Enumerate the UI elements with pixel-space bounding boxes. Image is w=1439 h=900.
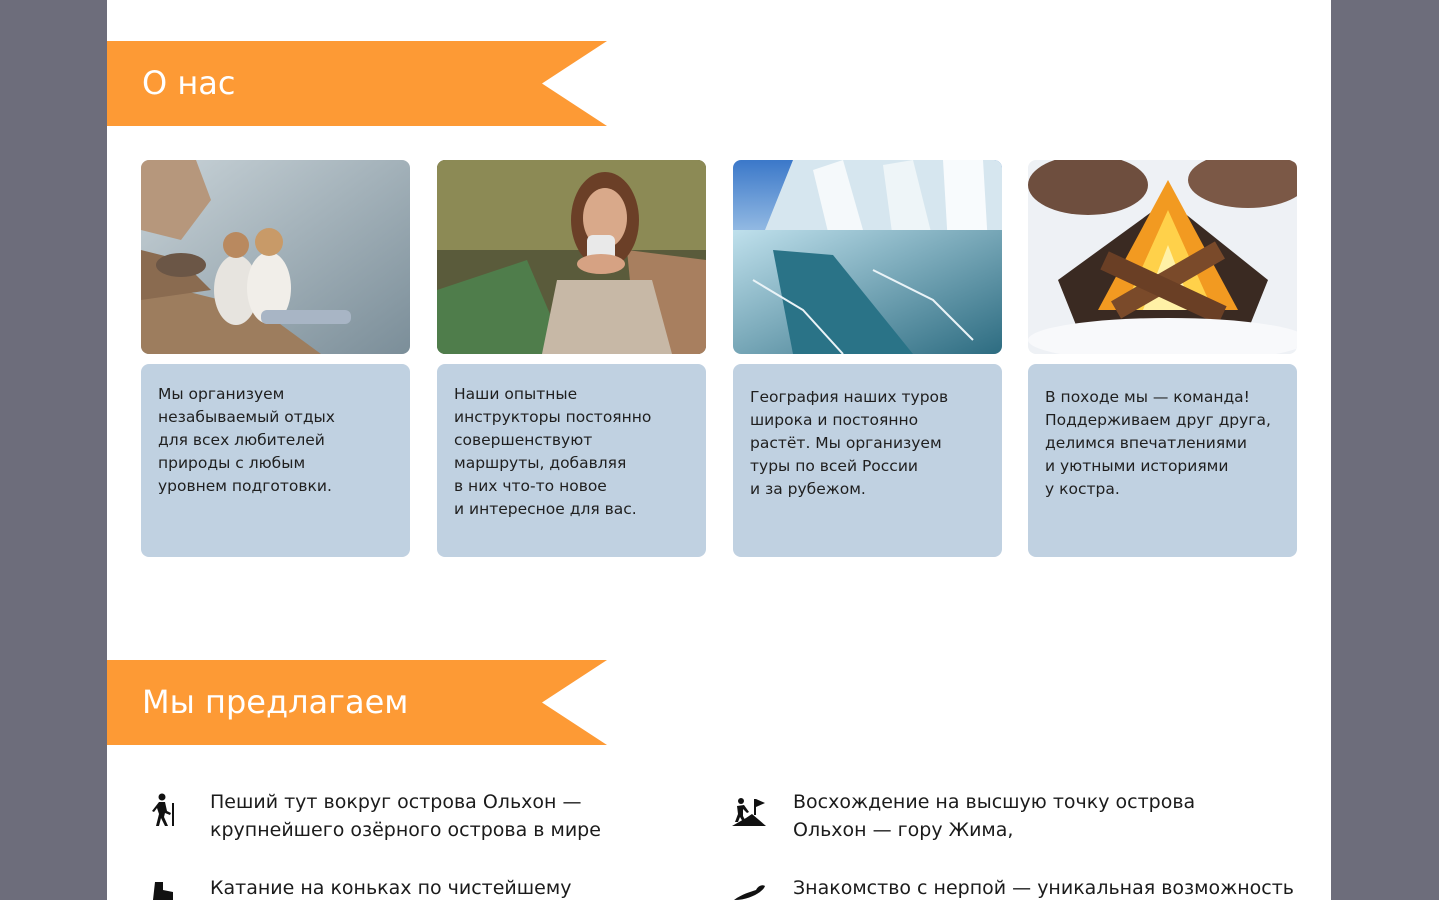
offer-text: Восхождение на высшую точку острова Ольхон — гору Жима, (793, 791, 1196, 841)
about-card-text: Мы организуем незабываемый отдых для всех любителей природы с любым уровнем подготовки. (141, 364, 410, 557)
offer-text: Знакомство с нерпой — уникальная возможность (793, 877, 1294, 899)
photo-friends-lake (141, 160, 410, 354)
about-card-text: Наши опытные инструкторы постоянно совершенствуют маршруты, добавляя в них что-то новое и интересное для вас. (437, 364, 706, 557)
offers-title: Мы предлагаем (142, 683, 409, 721)
offer-text: Пеший тут вокруг острова Ольхон — крупнейшего озёрного острова в мире (210, 791, 601, 841)
photo-campfire (1028, 160, 1297, 354)
about-title: О нас (142, 64, 236, 102)
hiker-icon (151, 793, 177, 827)
photo-ice-lake (733, 160, 1002, 354)
page (107, 0, 1331, 900)
photo-woman-mug (437, 160, 706, 354)
about-card-text: В походе мы — команда! Поддерживаем друг друга, делимся впечатлениями и уютными историями у костра. (1028, 364, 1297, 557)
about-card-text: География наших туров широка и постоянно растёт. Мы организуем туры по всей России и за рубежом. (733, 364, 1002, 557)
ice-skating-icon (151, 880, 179, 900)
summit-flag-icon (732, 796, 766, 826)
seal-icon (734, 884, 766, 900)
offer-text: Катание на коньках по чистейшему (210, 877, 572, 899)
